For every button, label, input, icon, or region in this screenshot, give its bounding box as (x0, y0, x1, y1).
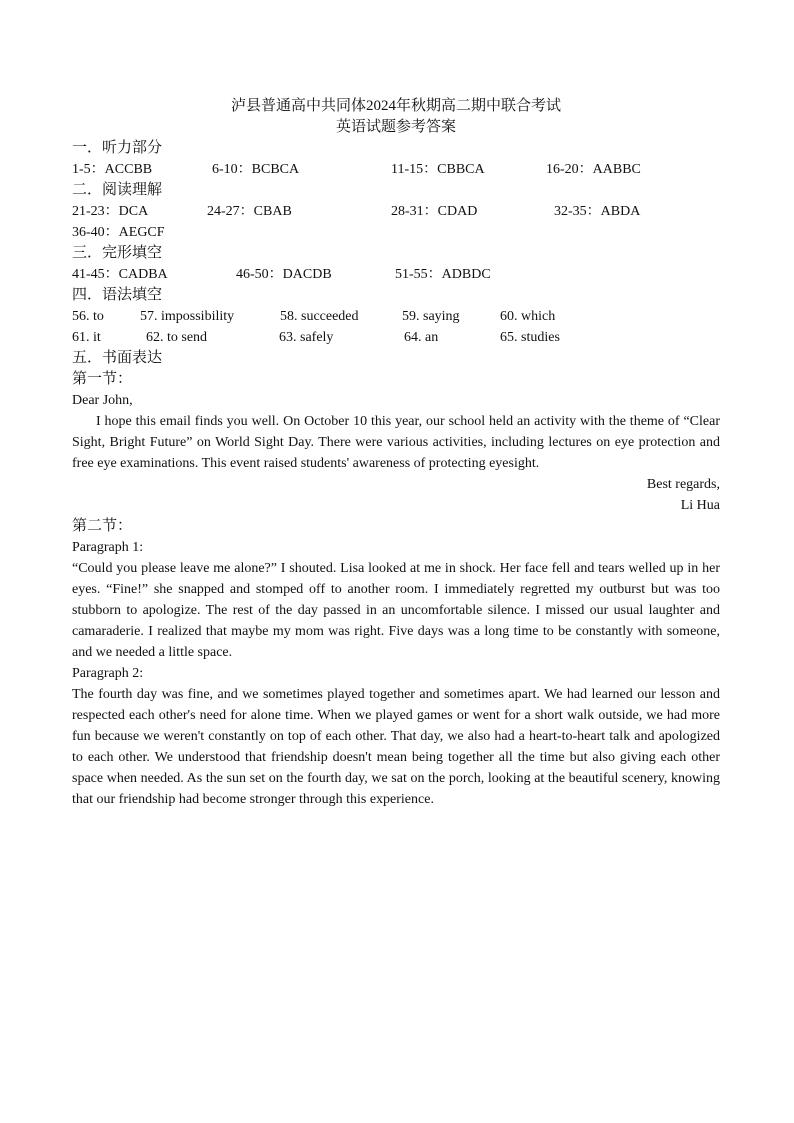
exam-subtitle: 英语试题参考答案 (335, 119, 456, 135)
answer-group: 51-55：ADBDC (395, 267, 491, 282)
grammar-answer: 63. safely (279, 330, 334, 345)
grammar-answer: 65. studies (500, 330, 560, 345)
grammar-answer: 57. impossibility (140, 309, 235, 324)
paragraph-1-label: Paragraph 1: (72, 540, 144, 555)
answer-group: 36-40：AEGCF (72, 225, 165, 240)
cloze-heading: 三．完形填空 (72, 245, 163, 261)
grammar-answer: 58. succeeded (280, 309, 359, 324)
writing-part2-label: 第二节： (72, 518, 133, 534)
answer-group: 11-15：CBBCA (391, 162, 485, 177)
grammar-heading: 四．语法填空 (72, 287, 163, 303)
grammar-answer: 64. an (404, 330, 439, 345)
grammar-answers-row-2 (72, 327, 720, 348)
answer-group: 6-10：BCBCA (212, 162, 300, 177)
grammar-answer: 59. saying (402, 309, 460, 324)
reading-answers-row (72, 201, 720, 222)
paragraph-2-label: Paragraph 2: (72, 666, 144, 681)
letter-closing: Best regards, (646, 477, 720, 492)
answer-group: 46-50：DACDB (236, 267, 332, 282)
grammar-answer: 60. which (500, 309, 556, 324)
grammar-answer: 56. to (72, 309, 104, 324)
letter-salutation: Dear John, (72, 393, 133, 408)
paragraph-1-text: “Could you please leave me alone?” I shouted. Lisa looked at me in shock. Her face fell and tears welled up in her eyes. “Fine!” she snapped and stomped off to another room. I immediately regretted my outburst but was too stubborn to apologize. The rest of the day passed in an uncomfortable silence. I missed our usual laughter and camaraderie. I realized that maybe my mom was right. Five days was a long time to be constantly with someone, and we needed a little space. (72, 561, 720, 660)
cloze-answers-row (72, 264, 720, 285)
writing-part1-label: 第一节： (72, 371, 133, 387)
answer-group: 28-31：CDAD (391, 204, 478, 219)
grammar-answer: 62. to send (146, 330, 208, 345)
paragraph-2-text: The fourth day was fine, and we sometimes played together and sometimes apart. We had learned our lesson and respected each other's need for alone time. When we played games or went for a short walk outside, we had more fun because we weren't constantly on top of each other. That day, we also had a heart-to-heart talk and apologized to each other. We understood that friendship doesn't mean being together all the time but also giving each other space when needed. As the sun set on the fourth day, we sat on the porch, looking at the beautiful scenery, knowing that our friendship had become stronger through this experience. (72, 687, 720, 807)
answer-group: 32-35：ABDA (554, 204, 641, 219)
answer-group: 41-45：CADBA (72, 267, 168, 282)
answer-key-page (72, 96, 720, 810)
grammar-answers-row-1 (72, 306, 720, 327)
answer-group: 1-5：ACCBB (72, 162, 153, 177)
letter-body: I hope this email finds you well. On October 10 this year, our school held an activity with the theme of “Clear Sight, Bright Future” on World Sight Day. There were various activities, including lectures on eye protection and free eye examinations. This event raised students' awareness of protecting eyesight. (72, 414, 720, 471)
letter-signature: Li Hua (680, 498, 720, 513)
listening-heading: 一．听力部分 (72, 140, 163, 156)
reading-heading: 二．阅读理解 (72, 182, 163, 198)
answer-group: 24-27：CBAB (207, 204, 292, 219)
writing-heading: 五．书面表达 (72, 350, 163, 366)
grammar-answer: 61. it (72, 330, 101, 345)
exam-title: 泸县普通高中共同体2024年秋期高二期中联合考试 (230, 98, 561, 114)
answer-group: 21-23：DCA (72, 204, 149, 219)
reading-answers-row-2 (72, 222, 720, 243)
listening-answers-row (72, 159, 720, 180)
answer-group: 16-20：AABBC (546, 162, 641, 177)
